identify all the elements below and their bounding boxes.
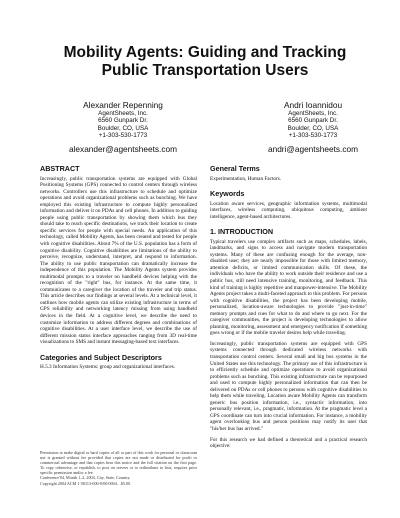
author-address-line1: 6560 Gunpark Dr.: [98, 117, 148, 125]
author-name: Alexander Repenning: [83, 100, 163, 110]
author-address-line2: Boulder, CO, USA: [97, 124, 149, 132]
categories-heading: Categories and Subject Descriptors: [40, 352, 162, 362]
copyright-conference: Conference'04, Month 1–2, 2004, City, State, Country.: [40, 475, 131, 481]
author-email[interactable]: alexander@agentsheets.com: [68, 143, 178, 154]
categories-text: H.5.3 Information Systems: group and organizational interfaces.: [40, 364, 176, 371]
author-affiliation: AgentSheets, Inc.: [98, 110, 148, 117]
author-address-line2: Boulder, CO, USA: [287, 124, 339, 132]
author-address-line1: 6560 Gunpark Dr.: [288, 117, 338, 125]
author-phone: +1-303-530-1773: [288, 132, 338, 140]
left-column: [40, 165, 197, 371]
copyright-notice: [40, 450, 197, 486]
intro-heading: 1. INTRODUCTION: [210, 227, 274, 237]
general-terms-text: Experimentation, Human Factors.: [210, 175, 282, 182]
keywords-text: Location aware services, geographic information systems, multimodal interfaces, wireless computing, ubiquitous computing, ambient intelligence, agent-based architectures.: [210, 200, 367, 220]
intro-paragraph-1: Typical travelers use complex artifacts such as maps, schedules, labels, landmarks, and signs to access and navigate modern transportation systems. Many of these are confusing enough for the average, non-disabled user; they are nearly impossible for those with limited memory, attention deficits, or limited communication skills. Of these, the individuals who have the ability to work outside their residence and use a public bus, still need intensive training, monitoring, and feedback. This kind of training is highly repetitive and manpower-intensive. The Mobility Agents project takes a multi-faceted approach to this problem. For persons with cognitive disabilities, the project has been developing mobile, personalized, location-aware technologies to provide "just-in-time" memory prompts and cues for what to do and where to go next. For the caregiver communities, the project is developing technologies to allow planning, monitoring, assessment and emergency notification if something goes wrong or if the mobile traveler desires help while traveling.: [210, 238, 367, 337]
paper-title: Mobility Agents: Guiding and Tracking Public Transportation Users: [63, 44, 347, 79]
abstract-heading: ABSTRACT: [40, 164, 80, 173]
author-affiliation: AgentSheets, Inc.: [288, 110, 338, 117]
author-email[interactable]: andri@agentsheets.com: [267, 143, 359, 154]
copyright-permission: Permission to make digital or hard copies of all or part of this work for personal or classroom use is granted without fee provided that copies are not made or distributed for profit or commercial advantage and that copies bear this notice and the full citation on the first page. To copy otherwise, or republish, to post on servers or to redistribute to lists, requires prior specific permission and/or a fee.: [40, 450, 197, 476]
author-phone: +1-303-530-1773: [98, 132, 148, 140]
intro-paragraph-3: For this research we had defined a theoretical and a practical research objective:: [210, 436, 367, 450]
author-block: [53, 100, 193, 154]
intro-paragraph-2: Increasingly, public transportation systems are equipped with GPS systems connected through dedicated wireless networks with transportation control centers. Several small and big bus systems in the United States use this technology. The primary use of this infrastructure is to efficiently schedule and optimize operations to avoid organizational problems such as bunching. This existing infrastructure can be repurposed and used to compute highly personalized information that can then be delivered on PDAs or cell phones to persons with cognitive disabilities to help them while traveling. Location aware Mobility Agents can transform generic bus position information, i.e., syntactic information, into personally relevant, i.e., pragmatic, information. At the pragmatic level a GPS coordinate can turn into crucial information. For instance, a mobility agent overlooking bus and person positions may notify its user that "his/her bus has arrived.": [210, 340, 367, 432]
right-column: [210, 165, 367, 450]
author-block: [243, 100, 383, 154]
abstract-text: Increasingly, public transportation systems are equipped with Global Positioning Systems (GPS) connected to control centers through wireless networks. Controllers use this infrastructure to schedule and optimize operations and avoid organizational problems such as bunching. We have employed this existing infrastructure to compute highly personalized information and deliver it on PDAs and cell phones. In addition to guiding people using public transportation by showing them which bus they should take to reach specific destinations, we track their location to create specific services for people with special needs. An application of this technology, called Mobility Agents, has been created and tested for people with cognitive disabilities. About 7% of the U.S. population has a form of cognitive disability. Cognitive disabilities are limitations of the ability to perceive, recognize, understand, interpret, and respond to information. The ability to use public transportation can dramatically increase the independence of this population. The Mobility Agents system provides multimodal prompts to a traveler on handheld devices helping with the recognition of the "right" bus, for instance. At the same time, it communicates to a caregiver the location of the traveler and trip status. This article describes our findings at several levels. At a technical level, it outlines how mobile agents can utilize existing infrastructure in terms of GPS reliability and networking latency missing from using handheld devices in the field. At a cognitive level, we describe the need to customize information to address different degrees and combinations of cognitive disabilities. At a user interface level, we describe the use of different mission status interface approaches ranging from 3D real-time visualizations to SMS and instant messaging-based text interfaces.: [40, 175, 197, 346]
copyright-acm: Copyright 2004 ACM 1-58113-000-0/00/0004…$5.00.: [40, 480, 132, 486]
general-terms-heading: General Terms: [210, 164, 260, 173]
author-name: Andri Ioannidou: [283, 100, 343, 110]
keywords-heading: Keywords: [210, 189, 245, 199]
